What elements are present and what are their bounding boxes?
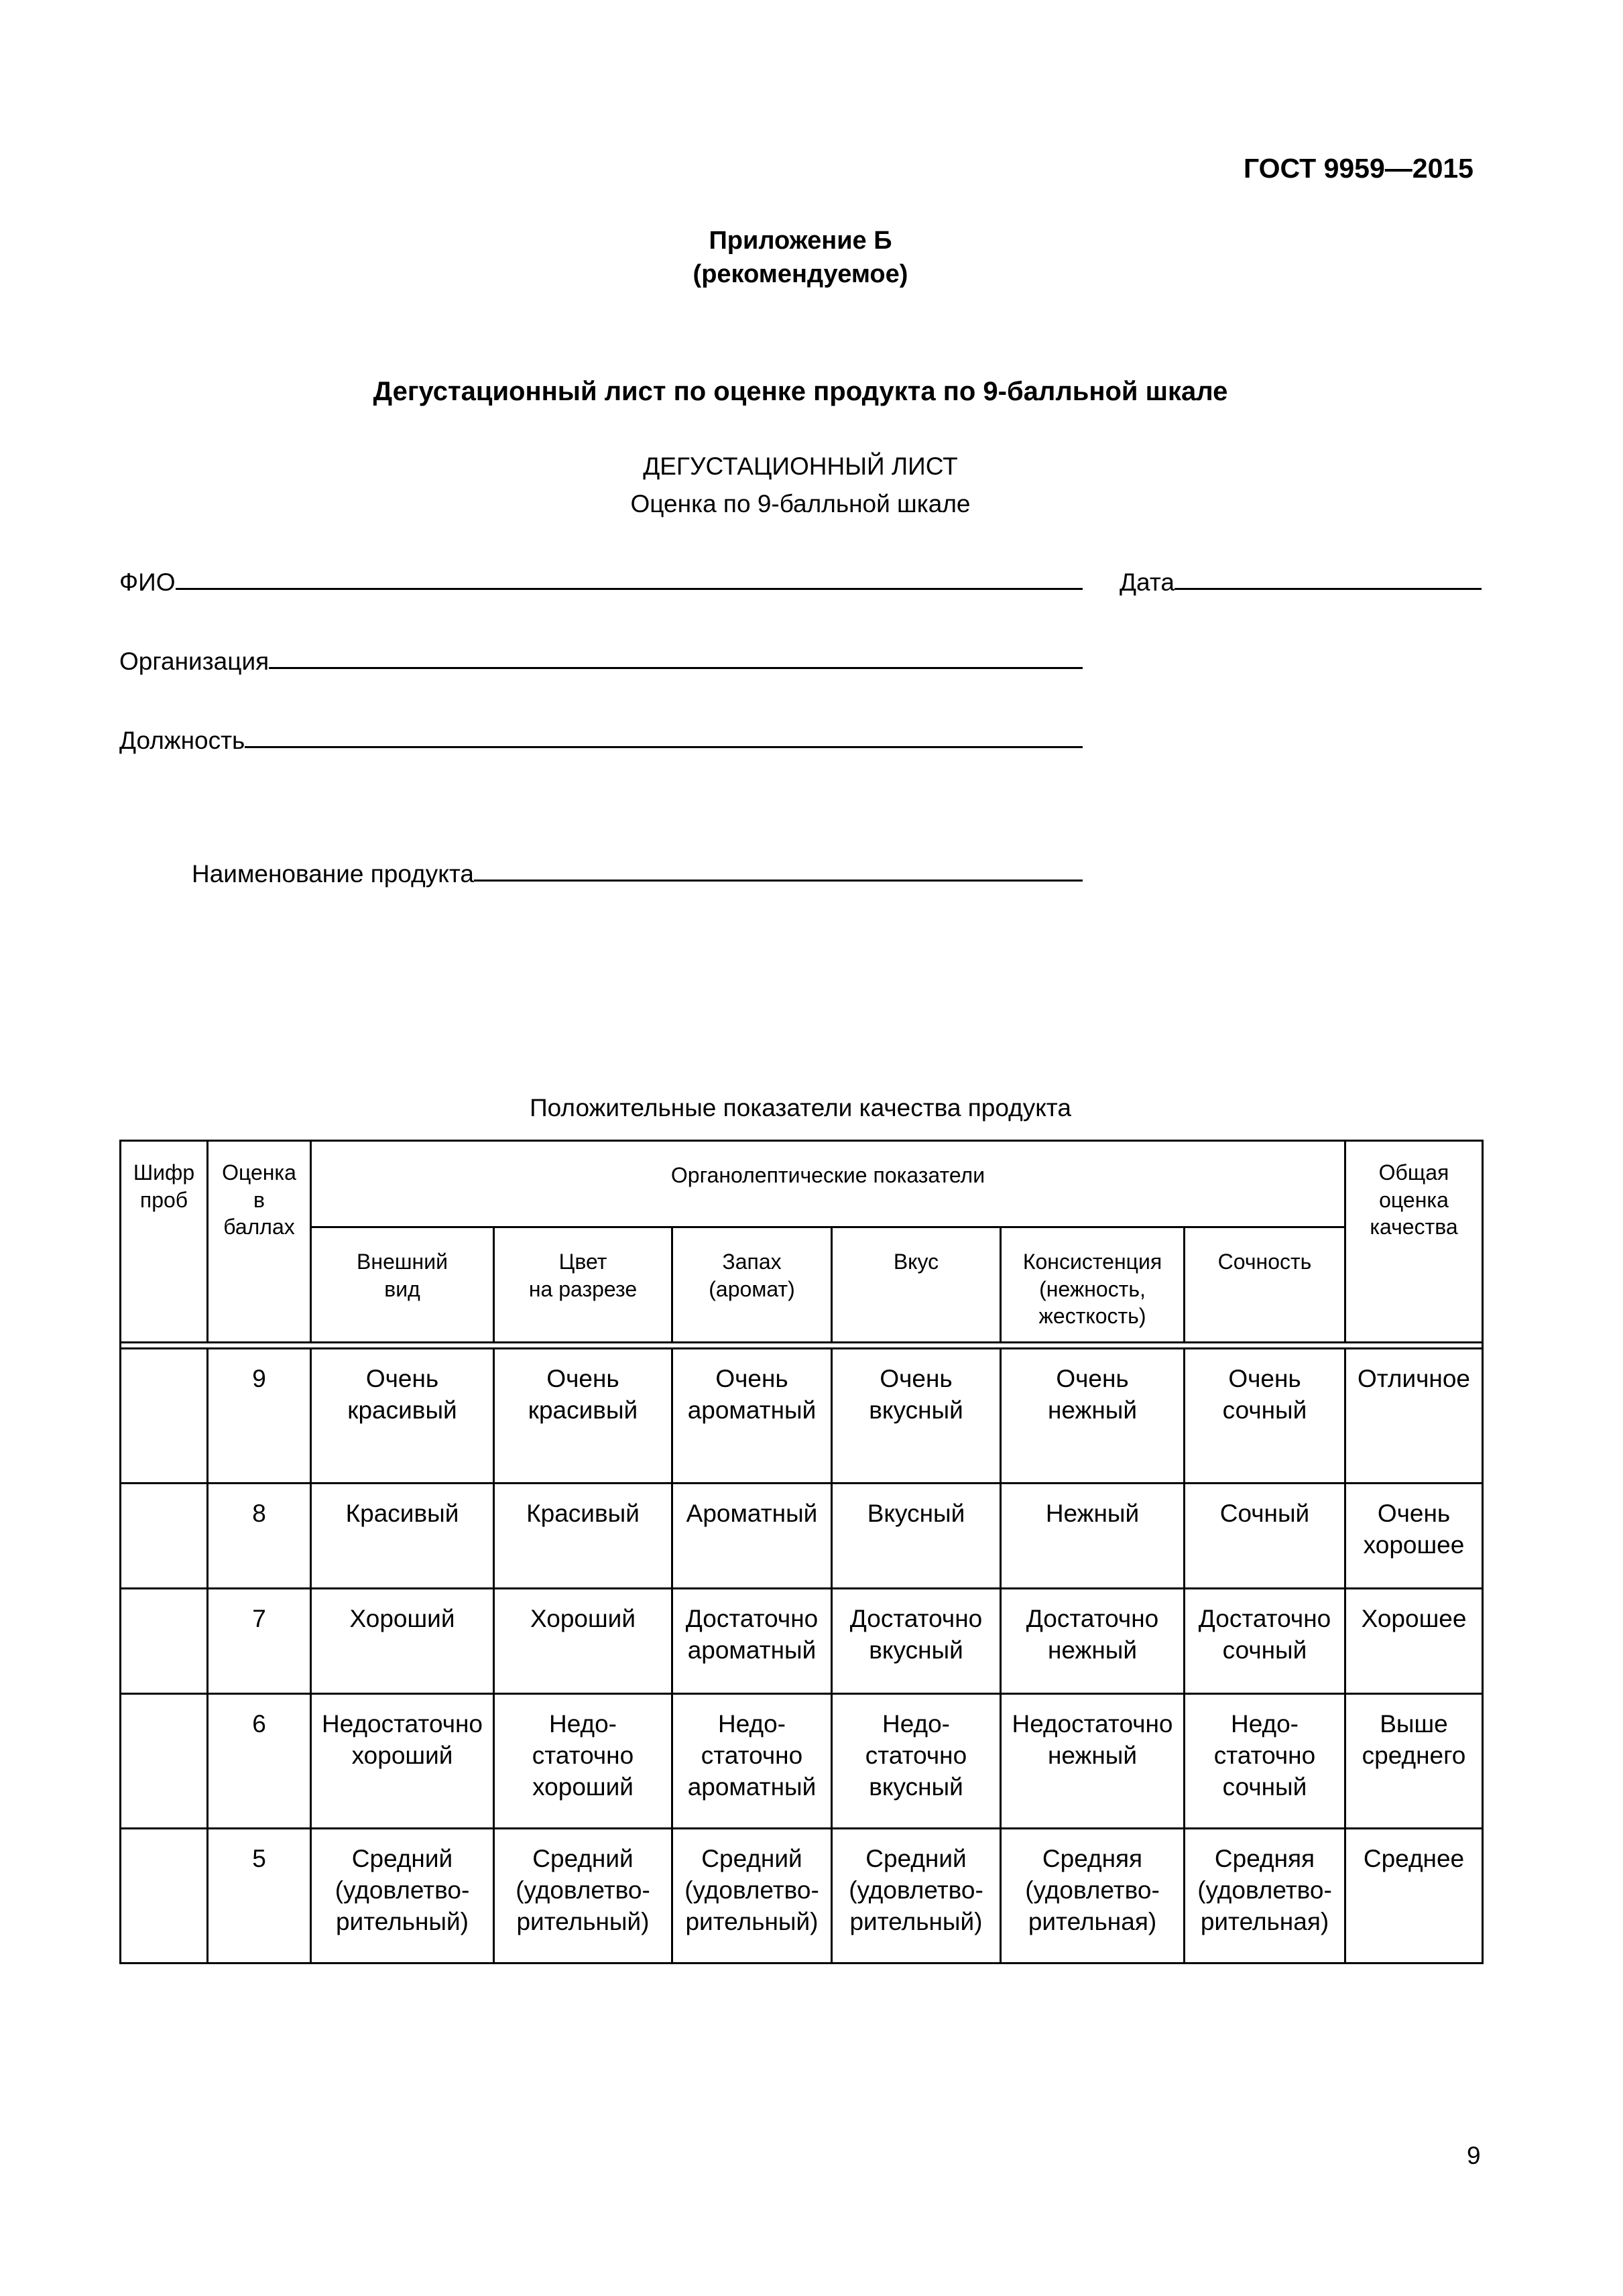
sample-code-cell[interactable] [121,1694,208,1829]
date-line[interactable] [1175,587,1482,590]
table-row [121,1589,1483,1694]
appendix-heading [0,224,1601,291]
document-code: ГОСТ 9959—2015 [1243,153,1474,184]
overall-cell: Хорошее [1345,1589,1483,1694]
header-juiciness: Сочность [1185,1227,1345,1343]
date-field[interactable] [1120,568,1482,597]
overall-cell: Среднее [1345,1829,1483,1963]
cut-color-cell: Средний (удовлетво- рительный) [494,1829,672,1963]
position-label: Должность [119,727,245,754]
table-row [121,1484,1483,1589]
position-line[interactable] [245,745,1083,748]
organization-field[interactable] [119,648,1083,676]
organization-line[interactable] [269,666,1083,669]
position-field[interactable] [119,727,1083,755]
cut-color-cell: Хороший [494,1589,672,1694]
taste-cell: Недо- статочно вкусный [832,1694,1001,1829]
taste-cell: Вкусный [832,1484,1001,1589]
header-cut-color: Цвет на разрезе [494,1227,672,1343]
consistency-cell: Очень нежный [1001,1349,1185,1484]
table-caption: Положительные показатели качества продукта [530,1094,1071,1122]
juiciness-cell: Достаточно сочный [1185,1589,1345,1694]
cut-color-cell: Недо- статочно хороший [494,1694,672,1829]
fio-field[interactable] [119,568,1083,597]
product-name-label: Наименование продукта [192,860,474,888]
header-separator [121,1343,1483,1349]
header-consistency: Консистенция (нежность, жесткость) [1001,1227,1185,1343]
header-taste: Вкус [832,1227,1001,1343]
consistency-cell: Достаточно нежный [1001,1589,1185,1694]
cut-color-cell: Красивый [494,1484,672,1589]
page-number: 9 [1467,2142,1481,2169]
table-row [121,1694,1483,1829]
header-appearance: Внешний вид [311,1227,494,1343]
evaluation-table [119,1140,1484,1964]
overall-cell: Отличное [1345,1349,1483,1484]
sample-code-cell[interactable] [121,1484,208,1589]
cut-color-cell: Очень красивый [494,1349,672,1484]
sample-code-cell[interactable] [121,1589,208,1694]
appearance-cell: Очень красивый [311,1349,494,1484]
overall-cell: Выше среднего [1345,1694,1483,1829]
header-score: Оценка в баллах [208,1141,311,1343]
score-cell: 6 [208,1694,311,1829]
consistency-cell: Недостаточно нежный [1001,1694,1185,1829]
aroma-cell: Средний (удовлетво- рительный) [672,1829,832,1963]
score-cell: 8 [208,1484,311,1589]
appendix-label: Приложение Б [709,227,892,255]
header-code: Шифр проб [121,1141,208,1343]
appearance-cell: Средний (удовлетво- рительный) [311,1829,494,1963]
product-name-line[interactable] [474,879,1083,882]
taste-cell: Средний (удовлетво- рительный) [832,1829,1001,1963]
taste-cell: Очень вкусный [832,1349,1001,1484]
consistency-cell: Нежный [1001,1484,1185,1589]
fio-line[interactable] [176,587,1083,590]
header-aroma: Запах (аромат) [672,1227,832,1343]
organization-label: Организация [119,648,269,675]
aroma-cell: Очень ароматный [672,1349,832,1484]
consistency-cell: Средняя (удовлетво- рительная) [1001,1829,1185,1963]
sheet-subtitle: Оценка по 9-балльной шкале [630,490,971,518]
aroma-cell: Недо- статочно ароматный [672,1694,832,1829]
taste-cell: Достаточно вкусный [832,1589,1001,1694]
header-overall: Общая оценка качества [1345,1141,1483,1343]
score-cell: 9 [208,1349,311,1484]
juiciness-cell: Сочный [1185,1484,1345,1589]
juiciness-cell: Недо- статочно сочный [1185,1694,1345,1829]
fio-label: ФИО [119,568,176,596]
table-row [121,1349,1483,1484]
sample-code-cell[interactable] [121,1829,208,1963]
juiciness-cell: Средняя (удовлетво- рительная) [1185,1829,1345,1963]
header-organoleptic: Органолептические показатели [311,1141,1345,1227]
score-cell: 7 [208,1589,311,1694]
appearance-cell: Хороший [311,1589,494,1694]
appearance-cell: Красивый [311,1484,494,1589]
overall-cell: Очень хорошее [1345,1484,1483,1589]
appearance-cell: Недостаточно хороший [311,1694,494,1829]
sample-code-cell[interactable] [121,1349,208,1484]
juiciness-cell: Очень сочный [1185,1349,1345,1484]
document-title: Дегустационный лист по оценке продукта по 9-балльной шкале [373,377,1228,406]
product-name-field[interactable] [192,860,1083,888]
appendix-status: (рекомендуемое) [693,260,908,288]
table-row [121,1829,1483,1963]
sheet-title: ДЕГУСТАЦИОННЫЙ ЛИСТ [643,452,958,480]
score-cell: 5 [208,1829,311,1963]
aroma-cell: Ароматный [672,1484,832,1589]
aroma-cell: Достаточно ароматный [672,1589,832,1694]
date-label: Дата [1120,568,1175,596]
